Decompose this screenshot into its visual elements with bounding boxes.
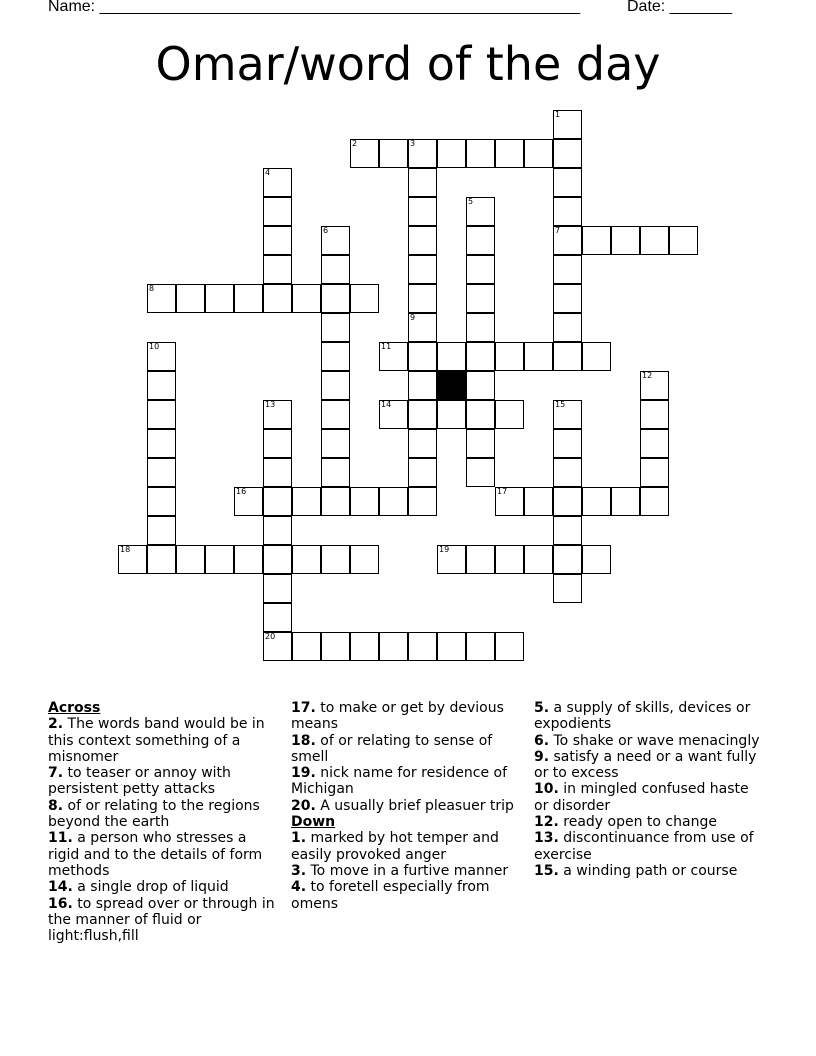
grid-cell[interactable] xyxy=(321,545,350,574)
clue-item xyxy=(534,830,766,863)
clue-number: 15. xyxy=(534,862,559,879)
grid-cell[interactable] xyxy=(524,139,553,168)
grid-cell[interactable] xyxy=(495,400,524,429)
across-heading: Across xyxy=(48,700,101,716)
grid-cell[interactable] xyxy=(553,197,582,226)
grid-cell[interactable] xyxy=(553,458,582,487)
cell-number: 2 xyxy=(352,139,358,148)
grid-cell[interactable] xyxy=(553,139,582,168)
grid-cell[interactable] xyxy=(495,487,524,516)
grid-cell[interactable] xyxy=(147,284,176,313)
grid-cell[interactable] xyxy=(466,226,495,255)
grid-cell[interactable] xyxy=(321,632,350,661)
grid-cell[interactable] xyxy=(379,632,408,661)
grid-cell[interactable] xyxy=(437,342,466,371)
grid-cell[interactable] xyxy=(582,545,611,574)
clues-column-1 xyxy=(48,700,280,944)
grid-cell[interactable] xyxy=(466,342,495,371)
grid-cell[interactable] xyxy=(321,458,350,487)
grid-cell[interactable] xyxy=(524,487,553,516)
grid-cell[interactable] xyxy=(263,197,292,226)
clue-item xyxy=(291,733,523,766)
grid-cell[interactable] xyxy=(147,545,176,574)
grid-cell[interactable] xyxy=(408,255,437,284)
grid-cell[interactable] xyxy=(147,400,176,429)
date-line: Date: _______ xyxy=(627,0,732,15)
clue-text: satisfy a need or a want fully or to excess xyxy=(534,748,757,782)
grid-cell[interactable] xyxy=(321,226,350,255)
grid-cell[interactable] xyxy=(553,400,582,429)
grid-cell[interactable] xyxy=(321,342,350,371)
grid-cell[interactable] xyxy=(292,284,321,313)
grid-cell[interactable] xyxy=(466,458,495,487)
clue-number: 7. xyxy=(48,765,64,782)
clue-item xyxy=(291,700,523,733)
grid-cell[interactable] xyxy=(466,371,495,400)
grid-cell[interactable] xyxy=(263,429,292,458)
clue-text: to teaser or annoy with persistent petty attacks xyxy=(48,765,231,798)
grid-cell[interactable] xyxy=(640,371,669,400)
grid-cell[interactable] xyxy=(466,400,495,429)
clue-number: 4. xyxy=(291,879,307,896)
cell-number: 7 xyxy=(555,226,561,235)
clue-item xyxy=(534,863,766,879)
grid-cell[interactable] xyxy=(437,545,466,574)
grid-cell[interactable] xyxy=(553,516,582,545)
grid-cell[interactable] xyxy=(147,371,176,400)
across-clue-list-continued xyxy=(291,700,523,814)
grid-cell[interactable] xyxy=(640,429,669,458)
grid-cell[interactable] xyxy=(582,487,611,516)
clue-number: 8. xyxy=(48,797,64,814)
grid-cell[interactable] xyxy=(408,284,437,313)
grid-cell[interactable] xyxy=(582,342,611,371)
grid-cell[interactable] xyxy=(234,545,263,574)
clue-number: 12. xyxy=(534,814,559,831)
clue-number: 13. xyxy=(534,830,559,847)
clue-text: in mingled confused haste or disorder xyxy=(534,781,749,814)
clue-number: 19. xyxy=(291,765,316,782)
grid-cell[interactable] xyxy=(553,168,582,197)
grid-cell[interactable] xyxy=(205,545,234,574)
cell-number: 10 xyxy=(149,342,160,351)
down-clue-list xyxy=(291,830,523,911)
clue-item xyxy=(534,749,766,782)
grid-cell[interactable] xyxy=(408,458,437,487)
grid-cell[interactable] xyxy=(147,342,176,371)
clue-item xyxy=(48,716,280,765)
clue-text: to spread over or through in the manner of fluid or light:flush,fill xyxy=(48,895,275,945)
grid-cell[interactable] xyxy=(466,429,495,458)
clue-item xyxy=(48,830,280,879)
clue-item xyxy=(291,830,523,863)
grid-cell[interactable] xyxy=(350,487,379,516)
clue-number: 3. xyxy=(291,862,307,879)
clue-text: a winding path or course xyxy=(558,862,738,879)
cell-number: 16 xyxy=(236,487,247,496)
clue-number: 1. xyxy=(291,830,307,847)
clue-text: To move in a furtive manner xyxy=(306,862,509,879)
grid-cell[interactable] xyxy=(437,632,466,661)
clue-text: nick name for residence of Michigan xyxy=(291,765,508,798)
clue-text: ready open to change xyxy=(558,814,717,831)
grid-cell[interactable] xyxy=(553,313,582,342)
clue-number: 6. xyxy=(534,732,550,749)
grid-cell[interactable] xyxy=(321,313,350,342)
clue-text: of or relating to the regions beyond the earth xyxy=(48,797,260,831)
grid-cell[interactable] xyxy=(466,284,495,313)
black-cell xyxy=(437,371,466,400)
grid-cell[interactable] xyxy=(640,226,669,255)
cell-number: 18 xyxy=(120,545,131,554)
clue-text: A usually brief pleasuer trip xyxy=(315,797,514,814)
grid-cell[interactable] xyxy=(350,632,379,661)
grid-cell[interactable] xyxy=(524,342,553,371)
grid-cell[interactable] xyxy=(408,632,437,661)
grid-cell[interactable] xyxy=(611,487,640,516)
grid-cell[interactable] xyxy=(147,487,176,516)
grid-cell[interactable] xyxy=(466,545,495,574)
cell-number: 11 xyxy=(381,342,392,351)
clue-number: 11. xyxy=(48,830,73,847)
grid-cell[interactable] xyxy=(553,255,582,284)
grid-cell[interactable] xyxy=(263,168,292,197)
clues-column-3 xyxy=(534,700,766,879)
grid-cell[interactable] xyxy=(321,255,350,284)
grid-cell[interactable] xyxy=(147,458,176,487)
grid-cell[interactable] xyxy=(379,342,408,371)
clue-number: 20. xyxy=(291,797,316,814)
grid-cell[interactable] xyxy=(321,284,350,313)
grid-cell[interactable] xyxy=(553,429,582,458)
grid-cell[interactable] xyxy=(263,226,292,255)
cell-number: 17 xyxy=(497,487,508,496)
grid-cell[interactable] xyxy=(495,632,524,661)
grid-cell[interactable] xyxy=(350,284,379,313)
name-line: Name: ______________________________________________________ xyxy=(48,0,581,15)
grid-cell[interactable] xyxy=(321,371,350,400)
grid-cell[interactable] xyxy=(553,284,582,313)
grid-cell[interactable] xyxy=(408,371,437,400)
grid-cell[interactable] xyxy=(263,516,292,545)
clue-text: a single drop of liquid xyxy=(72,879,229,896)
grid-cell[interactable] xyxy=(640,400,669,429)
grid-cell[interactable] xyxy=(263,487,292,516)
grid-cell[interactable] xyxy=(524,545,553,574)
grid-cell[interactable] xyxy=(466,139,495,168)
clue-item xyxy=(291,765,523,798)
grid-cell[interactable] xyxy=(292,545,321,574)
down-heading: Down xyxy=(291,814,336,831)
grid-cell[interactable] xyxy=(263,603,292,632)
clue-number: 17. xyxy=(291,700,316,716)
clue-number: 14. xyxy=(48,879,73,896)
grid-cell[interactable] xyxy=(147,516,176,545)
grid-cell[interactable] xyxy=(408,400,437,429)
grid-cell[interactable] xyxy=(553,574,582,603)
cell-number: 20 xyxy=(265,632,276,641)
grid-cell[interactable] xyxy=(437,400,466,429)
grid-cell[interactable] xyxy=(495,139,524,168)
grid-cell[interactable] xyxy=(263,458,292,487)
grid-cell[interactable] xyxy=(321,487,350,516)
grid-cell[interactable] xyxy=(466,255,495,284)
cell-number: 12 xyxy=(642,371,653,380)
down-clue-list-continued xyxy=(534,700,766,879)
grid-cell[interactable] xyxy=(466,313,495,342)
cell-number: 15 xyxy=(555,400,566,409)
grid-cell[interactable] xyxy=(640,458,669,487)
grid-cell[interactable] xyxy=(553,226,582,255)
clue-number: 5. xyxy=(534,700,550,716)
grid-cell[interactable] xyxy=(408,197,437,226)
cell-number: 4 xyxy=(265,168,271,177)
clue-text: The words band would be in this context something of a misnomer xyxy=(48,716,265,765)
clue-item xyxy=(534,781,766,814)
clue-number: 16. xyxy=(48,895,73,912)
grid-cell[interactable] xyxy=(263,574,292,603)
cell-number: 1 xyxy=(555,110,561,119)
grid-cell[interactable] xyxy=(118,545,147,574)
clue-item xyxy=(291,798,523,814)
clue-text: a person who stresses a rigid and to the details of form methods xyxy=(48,830,263,879)
grid-cell[interactable] xyxy=(263,632,292,661)
clue-item xyxy=(48,765,280,798)
clues-column-2 xyxy=(291,700,523,912)
clue-item xyxy=(534,700,766,733)
clue-number: 9. xyxy=(534,748,550,765)
clue-item xyxy=(291,863,523,879)
across-clue-list xyxy=(48,716,280,944)
clue-number: 2. xyxy=(48,716,64,733)
cell-number: 9 xyxy=(410,313,416,322)
grid-cell[interactable] xyxy=(205,284,234,313)
grid-cell[interactable] xyxy=(553,545,582,574)
grid-cell[interactable] xyxy=(234,487,263,516)
grid-cell[interactable] xyxy=(640,487,669,516)
grid-cell[interactable] xyxy=(495,545,524,574)
clue-number: 18. xyxy=(291,732,316,749)
grid-cell[interactable] xyxy=(234,284,263,313)
grid-cell[interactable] xyxy=(669,226,698,255)
cell-number: 5 xyxy=(468,197,474,206)
grid-cell[interactable] xyxy=(408,487,437,516)
grid-cell[interactable] xyxy=(176,545,205,574)
grid-cell[interactable] xyxy=(437,139,466,168)
cell-number: 6 xyxy=(323,226,329,235)
grid-cell[interactable] xyxy=(466,197,495,226)
cell-number: 19 xyxy=(439,545,450,554)
clue-item xyxy=(534,733,766,749)
grid-cell[interactable] xyxy=(553,342,582,371)
grid-cell[interactable] xyxy=(408,342,437,371)
clue-item xyxy=(48,896,280,945)
grid-cell[interactable] xyxy=(379,400,408,429)
grid-cell[interactable] xyxy=(582,226,611,255)
grid-cell[interactable] xyxy=(495,342,524,371)
grid-cell[interactable] xyxy=(176,284,205,313)
clue-text: a supply of skills, devices or expodients xyxy=(534,700,751,733)
grid-cell[interactable] xyxy=(408,139,437,168)
grid-cell[interactable] xyxy=(350,545,379,574)
cell-number: 14 xyxy=(381,400,392,409)
grid-cell[interactable] xyxy=(292,632,321,661)
grid-cell[interactable] xyxy=(379,487,408,516)
grid-cell[interactable] xyxy=(321,400,350,429)
clue-text: marked by hot temper and easily provoked anger xyxy=(291,830,499,863)
page-title: Omar/word of the day xyxy=(155,37,661,91)
grid-cell[interactable] xyxy=(408,313,437,342)
clue-number: 10. xyxy=(534,781,559,798)
grid-cell[interactable] xyxy=(379,139,408,168)
cell-number: 3 xyxy=(410,139,416,148)
grid-cell[interactable] xyxy=(263,400,292,429)
grid-cell[interactable] xyxy=(553,487,582,516)
clue-item xyxy=(48,798,280,831)
clue-text: To shake or wave menacingly xyxy=(549,732,760,749)
clue-text: to make or get by devious means xyxy=(291,700,504,733)
grid-cell[interactable] xyxy=(408,226,437,255)
clue-item xyxy=(534,814,766,830)
clue-text: discontinuance from use of exercise xyxy=(534,830,754,863)
grid-cell[interactable] xyxy=(263,255,292,284)
cell-number: 8 xyxy=(149,284,155,293)
grid-cell[interactable] xyxy=(466,632,495,661)
grid-cell[interactable] xyxy=(263,545,292,574)
clue-text: to foretell especially from omens xyxy=(291,879,490,912)
grid-cell[interactable] xyxy=(350,139,379,168)
grid-cell[interactable] xyxy=(408,429,437,458)
clue-item xyxy=(291,879,523,912)
grid-cell[interactable] xyxy=(263,284,292,313)
grid-cell[interactable] xyxy=(408,168,437,197)
grid-cell[interactable] xyxy=(553,110,582,139)
clue-item xyxy=(48,879,280,895)
grid-cell[interactable] xyxy=(611,226,640,255)
grid-cell[interactable] xyxy=(147,429,176,458)
grid-cell[interactable] xyxy=(321,429,350,458)
clue-text: of or relating to sense of smell xyxy=(291,732,493,765)
cell-number: 13 xyxy=(265,400,276,409)
grid-cell[interactable] xyxy=(292,487,321,516)
